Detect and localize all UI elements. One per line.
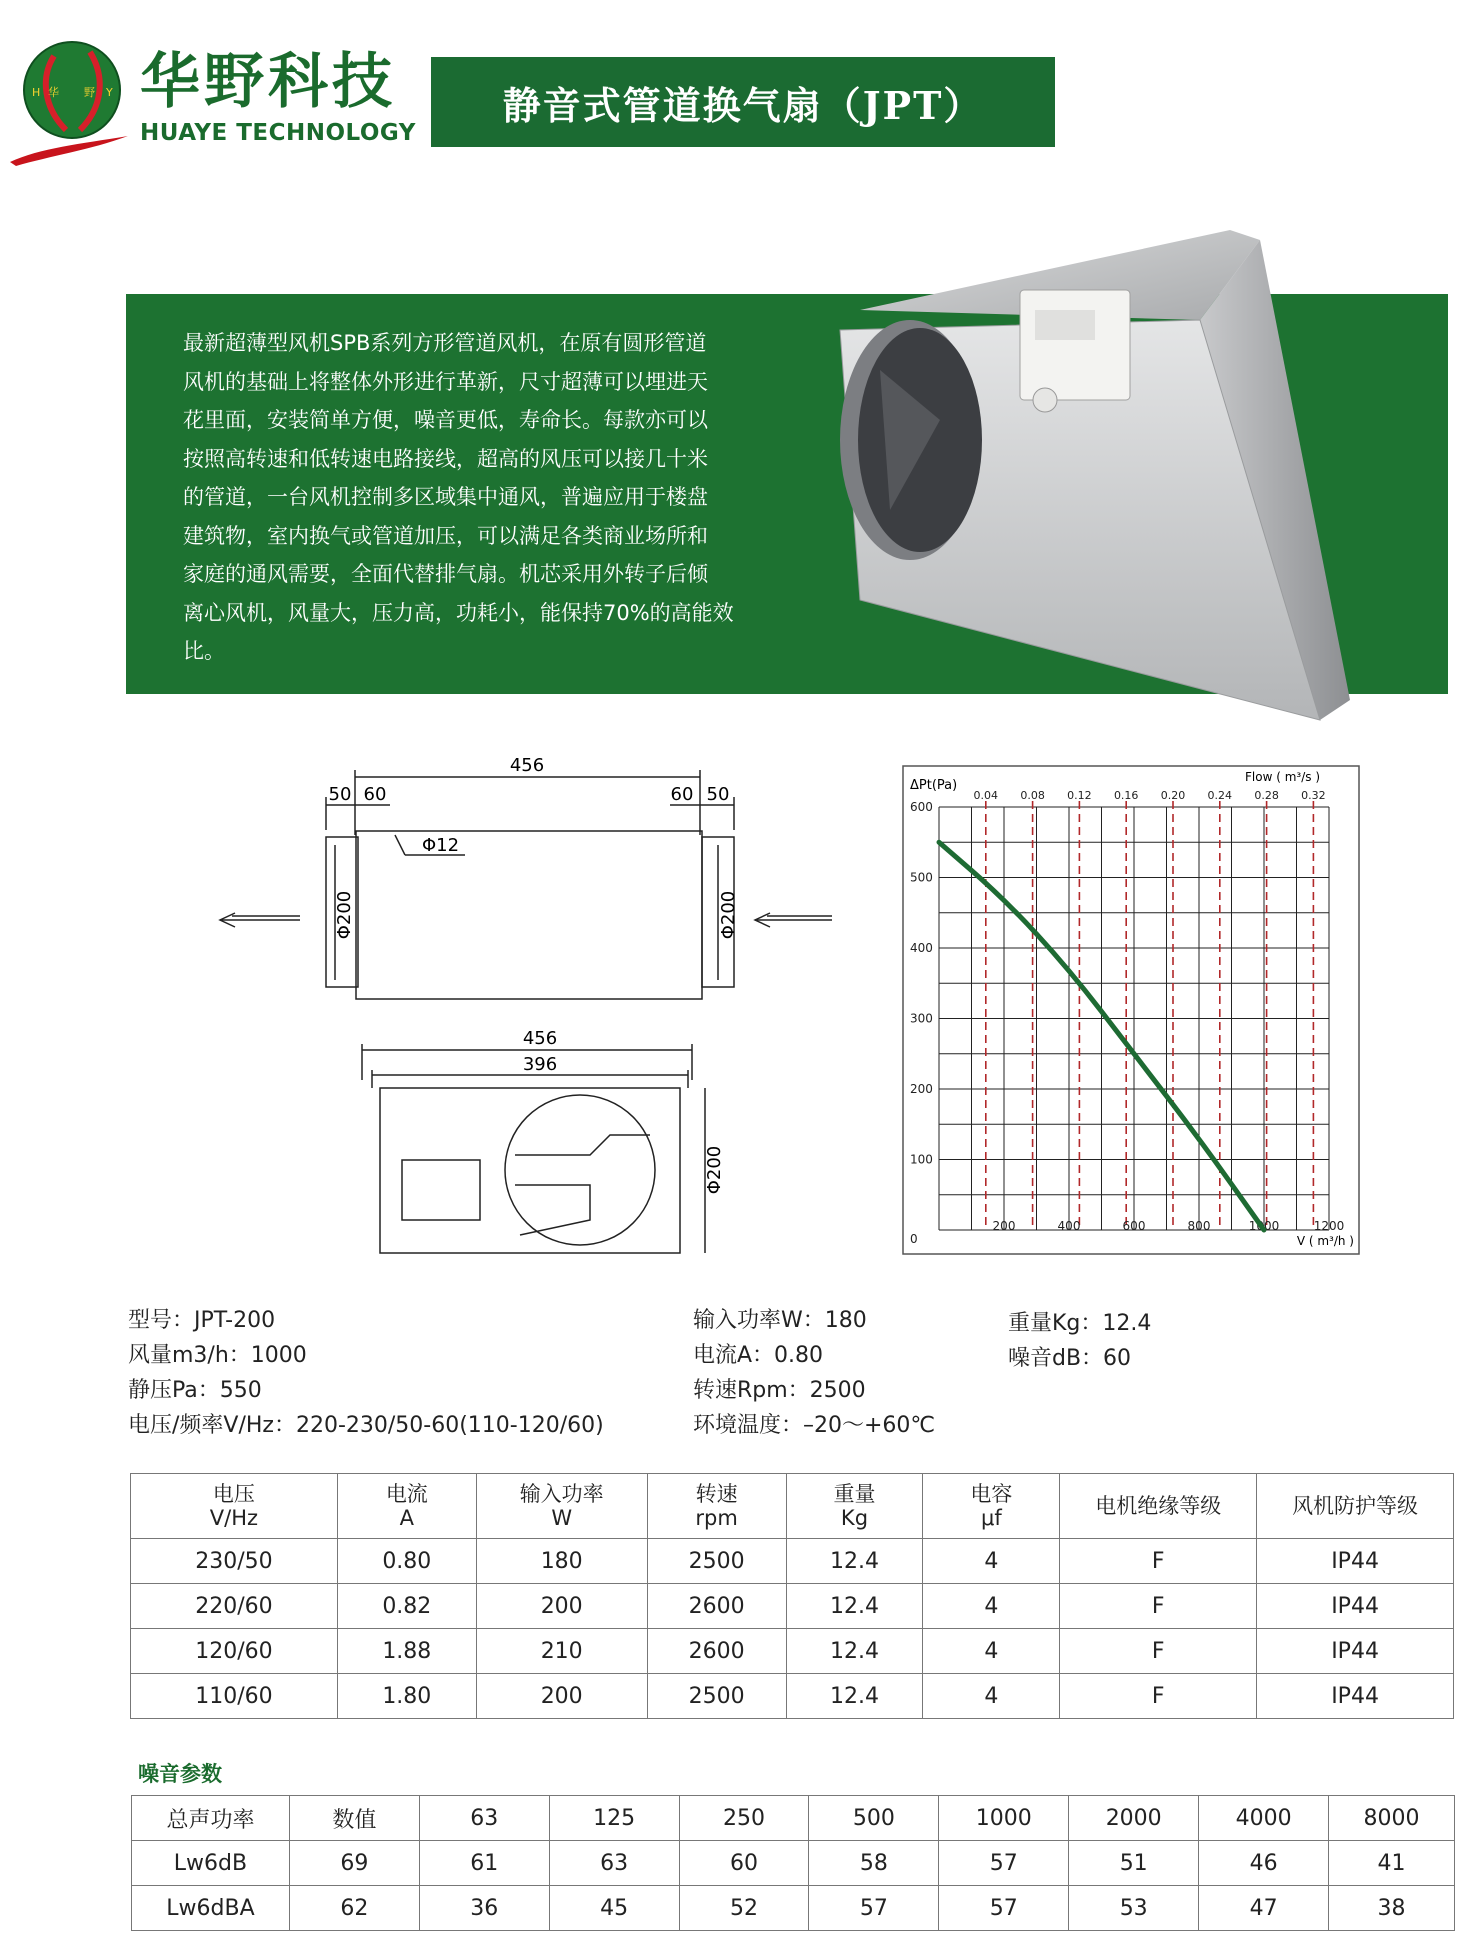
table-cell: 57 <box>939 1841 1069 1886</box>
dim-total-length: 456 <box>509 755 545 776</box>
table-cell: 200 <box>476 1674 647 1719</box>
table-cell: 63 <box>549 1841 679 1886</box>
table-cell: 0.82 <box>337 1584 476 1629</box>
chart-xlabel: V ( m³/h ) <box>1296 1234 1354 1248</box>
intro-line: 花里面，安装简单方便，噪音更低，寿命长。每款亦可以 <box>183 408 708 432</box>
header-voltage: 电压 V/Hz <box>131 1474 338 1539</box>
spec-power: 输入功率W：180 <box>693 1308 867 1333</box>
top-tick-label: 0.08 <box>1020 789 1045 802</box>
y-tick-label: 400 <box>910 941 933 955</box>
header-power: 输入功率 W <box>476 1474 647 1539</box>
table-cell: 0.80 <box>337 1539 476 1584</box>
x-tick-label: 400 <box>1057 1219 1081 1233</box>
y-tick-label: 500 <box>910 870 933 885</box>
spec-model: 型号：JPT-200 <box>128 1308 276 1333</box>
y-tick-label: 100 <box>910 1152 933 1167</box>
noise-section-title: 噪音参数 <box>138 1762 222 1786</box>
x-tick-label: 1000 <box>1248 1219 1280 1233</box>
table-cell: 1000 <box>939 1796 1069 1841</box>
product-photo <box>820 220 1460 740</box>
table-cell: 2500 <box>647 1539 786 1584</box>
table-cell: 2000 <box>1069 1796 1199 1841</box>
terminal-box <box>1020 290 1130 400</box>
intro-line: 比。 <box>183 639 225 663</box>
table-cell: 110/60 <box>131 1674 338 1719</box>
x-tick-label: 600 <box>1122 1219 1146 1233</box>
table-cell: 53 <box>1069 1886 1199 1931</box>
spec-column-2 <box>693 1303 935 1443</box>
table-cell: 1.80 <box>337 1674 476 1719</box>
spec-temperature: 环境温度：–20～+60℃ <box>693 1413 936 1438</box>
intro-text <box>183 324 793 671</box>
table-cell: 总声功率 <box>132 1796 290 1841</box>
header-current: 电流 A <box>337 1474 476 1539</box>
table-cell: 51 <box>1069 1841 1199 1886</box>
table-cell: 220/60 <box>131 1584 338 1629</box>
table-cell: 200 <box>476 1584 647 1629</box>
intro-line: 建筑物，室内换气或管道加压，可以满足各类商业场所和 <box>183 523 708 548</box>
table-cell: 47 <box>1199 1886 1329 1931</box>
table-cell: 12.4 <box>786 1584 923 1629</box>
table-cell: 69 <box>289 1841 419 1886</box>
table-cell: 36 <box>419 1886 549 1931</box>
airflow-arrow-out <box>220 913 300 927</box>
page-title: 静音式管道换气扇（JPT） <box>431 57 1055 147</box>
x-tick-label: 800 <box>1187 1219 1211 1233</box>
intro-line: 的管道，一台风机控制多区域集中通风，普遍应用于楼盘 <box>183 485 708 509</box>
brand-name-cn: 华野科技 <box>140 47 396 117</box>
terminal-box-outline <box>402 1160 480 1220</box>
table-cell: 数值 <box>289 1796 419 1841</box>
table-cell: Lw6dBA <box>132 1886 290 1931</box>
table-cell: 52 <box>679 1886 809 1931</box>
logo-letter-y: Y <box>106 86 113 99</box>
performance-chart <box>902 765 1360 1255</box>
table-cell: 125 <box>549 1796 679 1841</box>
dim-hole: Φ12 <box>422 835 460 856</box>
table-row <box>132 1886 1455 1931</box>
header-protection: 风机防护等级 <box>1257 1474 1454 1539</box>
intro-line: 最新超薄型风机SPB系列方形管道风机，在原有圆形管道 <box>183 331 707 355</box>
dim-front-dia: Φ200 <box>704 1145 725 1195</box>
table-cell: 2600 <box>647 1629 786 1674</box>
cable-gland <box>1033 388 1057 412</box>
header-speed: 转速 rpm <box>647 1474 786 1539</box>
table-cell: Lw6dB <box>132 1841 290 1886</box>
table-cell: 12.4 <box>786 1674 923 1719</box>
table-row <box>131 1539 1454 1584</box>
x-tick-label: 200 <box>992 1219 1016 1233</box>
chart-top-axis-label: Flow ( m³/s ) <box>1245 770 1320 784</box>
table-cell: 12.4 <box>786 1629 923 1674</box>
table-cell: F <box>1060 1629 1257 1674</box>
spec-noise: 噪音dB：60 <box>1008 1346 1132 1371</box>
housing-side <box>356 831 702 999</box>
front-view-drawing <box>350 1020 730 1260</box>
table-cell: 61 <box>419 1841 549 1886</box>
table-cell: 57 <box>939 1886 1069 1931</box>
table-cell: 4 <box>923 1674 1060 1719</box>
table-row <box>132 1841 1455 1886</box>
dim-right-a: 60 <box>670 784 694 805</box>
table-cell: 57 <box>809 1886 939 1931</box>
table-cell: 210 <box>476 1629 647 1674</box>
table-cell: 4 <box>923 1629 1060 1674</box>
chart-ylabel: ΔPt(Pa) <box>910 778 958 793</box>
company-logo <box>10 38 128 166</box>
top-tick-label: 0.12 <box>1067 789 1092 802</box>
intro-line: 离心风机，风量大，压力高，功耗小，能保持70%的高能效 <box>183 600 734 625</box>
top-tick-label: 0.28 <box>1254 789 1279 802</box>
dim-dia-right: Φ200 <box>718 890 739 940</box>
table-header-row <box>131 1474 1454 1539</box>
brand-name-en: HUAYE TECHNOLOGY <box>140 120 416 146</box>
spec-current: 电流A：0.80 <box>693 1343 824 1368</box>
logo-letter-h: H <box>32 86 41 99</box>
top-tick-label: 0.24 <box>1207 789 1233 802</box>
table-cell: 2500 <box>647 1674 786 1719</box>
table-cell: 4 <box>923 1539 1060 1584</box>
dim-dia-left: Φ200 <box>334 890 355 940</box>
electrical-spec-table <box>130 1473 1454 1719</box>
table-cell: 12.4 <box>786 1539 923 1584</box>
y-tick-label: 300 <box>910 1011 933 1026</box>
table-cell: 180 <box>476 1539 647 1584</box>
table-cell: 58 <box>809 1841 939 1886</box>
logo-letter-ye: 野 <box>84 86 95 99</box>
header-capacitor: 电容 μf <box>923 1474 1060 1539</box>
table-cell: 63 <box>419 1796 549 1841</box>
table-cell: 38 <box>1329 1886 1455 1931</box>
y-tick-label: 0 <box>910 1232 918 1246</box>
housing-front <box>380 1088 680 1253</box>
table-cell: 60 <box>679 1841 809 1886</box>
table-cell: 4000 <box>1199 1796 1329 1841</box>
top-tick-label: 0.32 <box>1301 789 1326 802</box>
dim-left-a: 50 <box>328 784 352 805</box>
table-cell: 230/50 <box>131 1539 338 1584</box>
dim-left-b: 60 <box>363 784 387 805</box>
dim-right-b: 50 <box>706 784 730 805</box>
table-cell: 1.88 <box>337 1629 476 1674</box>
table-cell: 120/60 <box>131 1629 338 1674</box>
dim-front-inner: 396 <box>522 1054 558 1075</box>
table-cell: IP44 <box>1257 1539 1454 1584</box>
top-tick-label: 0.16 <box>1113 789 1139 802</box>
table-cell: F <box>1060 1539 1257 1584</box>
intro-line: 按照高转速和低转速电路接线，超高的风压可以接几十米 <box>183 446 708 471</box>
top-tick-label: 0.04 <box>973 789 999 802</box>
spec-column-1 <box>128 1303 604 1443</box>
table-cell: IP44 <box>1257 1674 1454 1719</box>
table-cell: 2600 <box>647 1584 786 1629</box>
top-tick-label: 0.20 <box>1160 789 1186 802</box>
table-cell: 62 <box>289 1886 419 1931</box>
intro-line: 家庭的通风需要，全面代替排气扇。机芯采用外转子后倾 <box>183 562 708 586</box>
spec-voltage: 电压/频率V/Hz：220-230/50-60(110-120/60) <box>128 1413 604 1438</box>
table-row <box>131 1629 1454 1674</box>
table-cell: 8000 <box>1329 1796 1455 1841</box>
y-tick-label: 600 <box>910 800 933 814</box>
table-cell: 4 <box>923 1584 1060 1629</box>
header-insulation: 电机绝缘等级 <box>1060 1474 1257 1539</box>
spec-pressure: 静压Pa：550 <box>128 1378 262 1403</box>
terminal-label <box>1035 310 1095 340</box>
spec-speed: 转速Rpm：2500 <box>693 1378 866 1403</box>
table-cell: IP44 <box>1257 1629 1454 1674</box>
x-tick-label: 1200 <box>1313 1219 1345 1233</box>
spec-column-3 <box>1008 1306 1151 1376</box>
dim-front-total: 456 <box>522 1028 558 1049</box>
table-cell: 41 <box>1329 1841 1455 1886</box>
table-cell: F <box>1060 1584 1257 1629</box>
table-cell: 46 <box>1199 1841 1329 1886</box>
noise-table <box>131 1795 1455 1931</box>
y-tick-label: 200 <box>910 1082 933 1096</box>
table-cell: 250 <box>679 1796 809 1841</box>
header-weight: 重量 Kg <box>786 1474 923 1539</box>
table-cell: IP44 <box>1257 1584 1454 1629</box>
spec-weight: 重量Kg：12.4 <box>1008 1311 1152 1336</box>
table-row <box>131 1674 1454 1719</box>
airflow-arrow-in <box>755 913 832 927</box>
spec-airflow: 风量m3/h：1000 <box>128 1343 307 1368</box>
side-view-drawing <box>200 755 840 1015</box>
table-row <box>131 1584 1454 1629</box>
logo-letter-hua: 华 <box>48 86 59 99</box>
table-cell: 500 <box>809 1796 939 1841</box>
table-cell: 45 <box>549 1886 679 1931</box>
table-row <box>132 1796 1455 1841</box>
table-cell: F <box>1060 1674 1257 1719</box>
intro-line: 风机的基础上将整体外形进行革新，尺寸超薄可以埋进天 <box>183 369 708 394</box>
